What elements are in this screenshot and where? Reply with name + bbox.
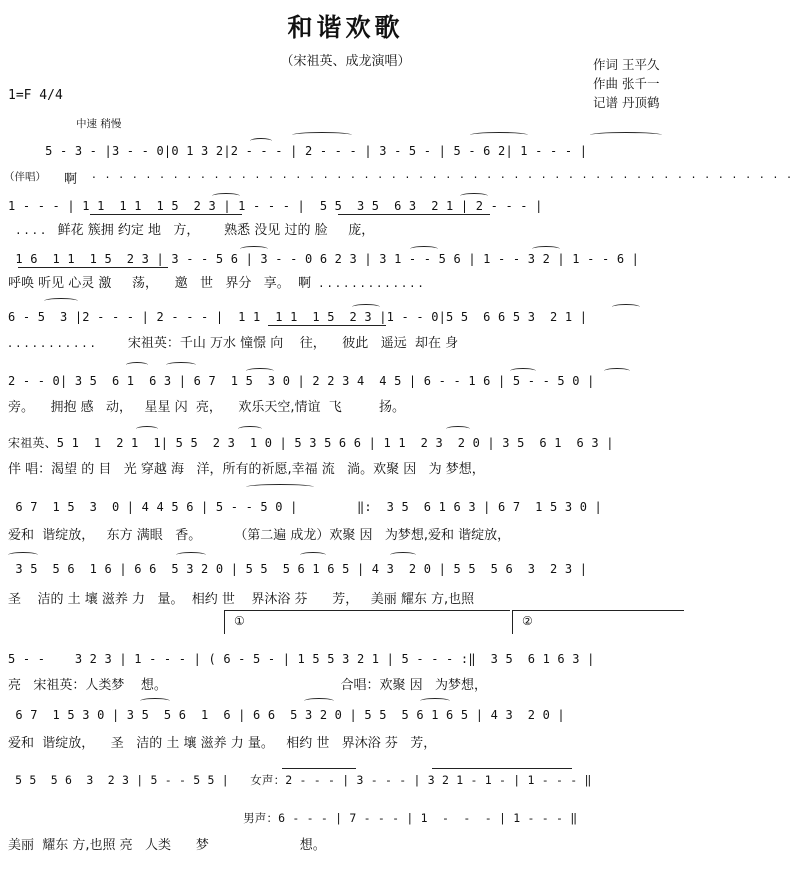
lyric-line: 啊: [64, 172, 78, 187]
lyric-line: 旁。 拥抱 感 动， 星星 闪 亮， 欢乐天空,情谊 飞 扬。: [8, 400, 405, 415]
notation-line: 6 - 5 3 |2 - - - | 2 - - - | 1 1 1 1 1 5 2 3 |1 - - 0|5 5 6 6 5 3 2 1 |: [8, 310, 588, 324]
lyric-line: 爱和 谐绽放， 东方 满眼 香。 （第二遍 成龙）欢聚 因 为梦想,爱和 谐绽放，: [8, 528, 511, 543]
composer-credit: 作曲 张千一: [593, 76, 660, 91]
notation-line: 6 7 1 5 3 0 | 3 5 5 6 1 6 | 6 6 5 3 2 0 | 5 5 5 6 1 6 5 | 4 3 2 0 |: [8, 708, 565, 722]
lyric-line: 爱和 谐绽放， 圣 洁的 土 壤 滋养 力 量。 相约 世 界沐浴 芬 芳，: [8, 736, 437, 751]
volta-2: ②: [522, 614, 533, 628]
extension-dots: . . . . . . . . . . . . . . . . . . . . . . . . . . . . . . . . . . . . . . . . . . . . . . . . . . . .: [92, 167, 794, 181]
notation-line-female: 5 5 5 6 3 2 3 | 5 - - 5 5 | 女声：2 - - - | 3 - - - | 3 2 1 - 1 - | 1 - - - ‖: [8, 773, 592, 787]
lyricist-credit: 作词 王平久: [593, 57, 660, 72]
key-signature: 1=F 4/4: [8, 88, 63, 103]
notation-line-male: 男声：6 - - - | 7 - - - | 1 - - - | 1 - - - ‖: [8, 811, 578, 825]
song-title: 和谐欢歌: [287, 13, 404, 42]
lyric-line: . . . . . . . . . . . 宋祖英：千山 万水 憧憬 向 往， 彼此 遥远 却在 身: [8, 336, 459, 351]
notation-line: 1 - - - | 1 1 1 1 1 5 2 3 | 1 - - - | 5 5 3 5 6 3 2 1 | 2 - - - |: [8, 199, 543, 213]
tempo-marking: 中速 稍慢: [76, 118, 122, 130]
lyric-line: 伴 唱：渴望 的 目 光 穿越 海 洋，所有的祈愿,幸福 流 淌。欢聚 因 为 梦想，: [8, 462, 485, 477]
lyric-line: 呼唤 听见 心灵 激 荡， 邀 世 界分 享。 啊 . . . . . . . . . . . . .: [8, 276, 423, 291]
notation-line: 2 - - 0| 3 5 6 1 6 3 | 6 7 1 5 3 0 | 2 2 3 4 4 5 | 6 - - 1 6 | 5 - - 5 0 |: [8, 374, 595, 388]
lyric-line: 圣 洁的 土 壤 滋养 力 量。 相约 世 界沐浴 芬 芳， 美丽 耀东 方,也照: [8, 592, 475, 607]
lyric-line: 亮 宋祖英：人类梦 想。 合唱：欢聚 因 为梦想，: [8, 678, 488, 693]
notation-line: 5 - 3 - |3 - - 0|0 1 3 2|2 - - - | 2 - - - | 3 - 5 - | 5 - 6 2| 1 - - - |: [8, 144, 588, 158]
song-subtitle: （宋祖英、成龙演唱）: [280, 54, 411, 69]
transcriber-credit: 记谱 丹顶鹤: [593, 95, 660, 110]
notation-line: 1 6 1 1 1 5 2 3 | 3 - - 5 6 | 3 - - 0 6 2 3 | 3 1 - - 5 6 | 1 - - 3 2 | 1 - - 6 |: [8, 252, 640, 266]
lyric-line: . . . . 鲜花 簇拥 约定 地 方， 熟悉 没见 过的 脸 庞，: [8, 223, 375, 238]
part-label: （伴唱）: [4, 171, 46, 183]
volta-1: ①: [234, 614, 245, 628]
notation-line: 3 5 5 6 1 6 | 6 6 5 3 2 0 | 5 5 5 6 1 6 5 | 4 3 2 0 | 5 5 5 6 3 2 3 |: [8, 562, 588, 576]
notation-line: 宋祖英、5 1 1 2 1 1| 5 5 2 3 1 0 | 5 3 5 6 6 | 1 1 2 3 2 0 | 3 5 6 1 6 3 |: [8, 436, 614, 450]
lyric-line: 美丽 耀东 方,也照 亮 人类 梦 想。: [8, 838, 326, 853]
notation-line: 5 - - 3 2 3 | 1 - - - | ( 6 - 5 - | 1 5 5 3 2 1 | 5 - - - :‖ 3 5 6 1 6 3 |: [8, 652, 595, 666]
notation-line: 6 7 1 5 3 0 | 4 4 5 6 | 5 - - 5 0 | ‖: 3 5 6 1 6 3 | 6 7 1 5 3 0 |: [8, 500, 602, 514]
